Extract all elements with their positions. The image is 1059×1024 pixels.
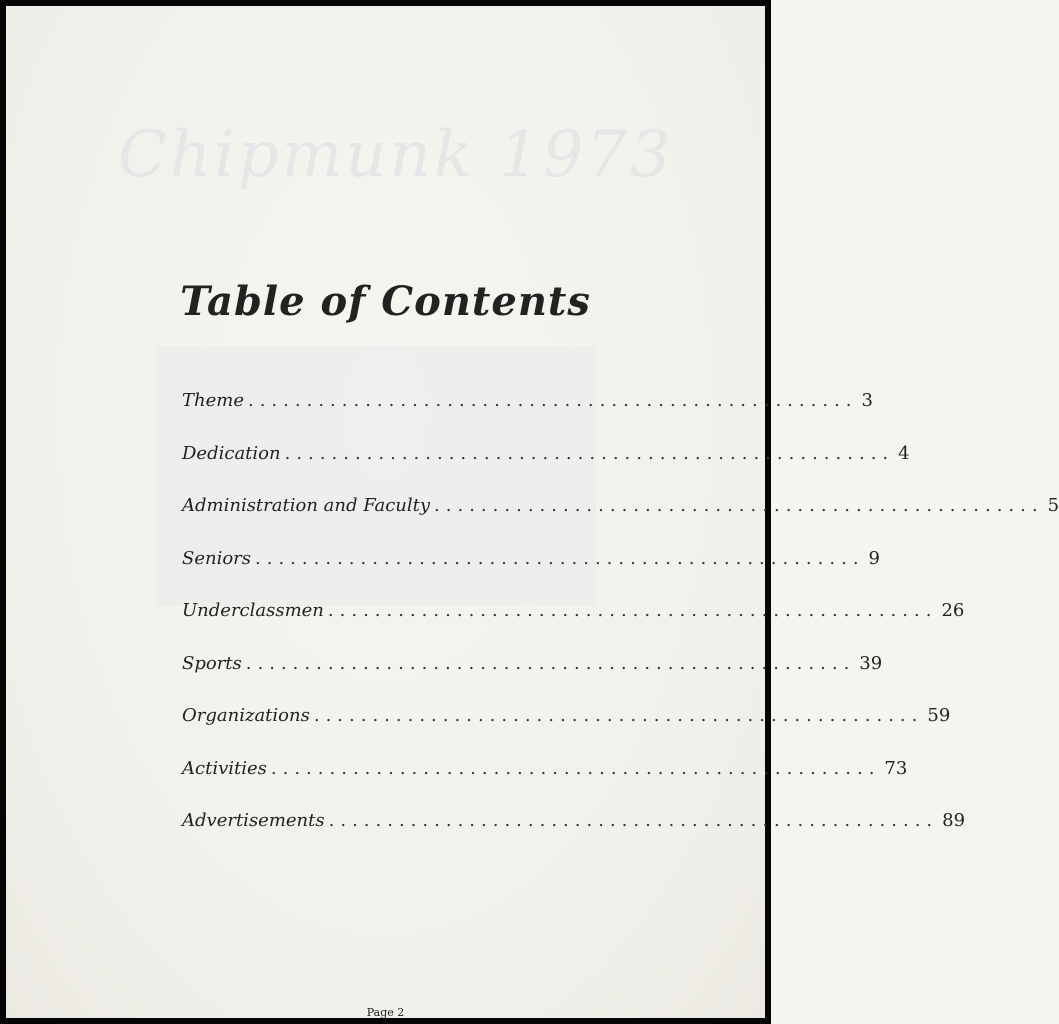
table-of-contents — [182, 390, 1059, 863]
page-number-footer: Page 2 — [366, 1006, 405, 1019]
toc-entry-label: Organizations — [182, 705, 310, 726]
toc-entry-label: Dedication — [182, 442, 281, 464]
toc-leader-dots: .................................................... — [313, 705, 924, 726]
toc-entry-label: Activities — [182, 757, 267, 779]
toc-entry-label: Advertisements — [182, 810, 325, 831]
toc-leader-dots: .................................................... — [328, 810, 939, 831]
toc-leader-dots: .................................................... — [255, 547, 865, 569]
toc-entry — [182, 495, 1059, 548]
toc-entry — [182, 442, 910, 496]
toc-entry — [182, 390, 873, 443]
toc-leader-dots: .................................................... — [434, 495, 1044, 516]
toc-leader-dots: .................................................... — [327, 600, 938, 621]
toc-leader-dots: .................................................... — [270, 757, 881, 779]
toc-entry-page: 3 — [861, 390, 873, 411]
toc-entry-page: 26 — [941, 600, 965, 621]
toc-entry — [182, 547, 880, 601]
page-title: Table of Contents — [180, 278, 591, 325]
toc-entry-label: Underclassmen — [182, 600, 324, 621]
toc-leader-dots: .................................................... — [245, 652, 856, 674]
toc-entry — [182, 600, 965, 653]
yearbook-page — [6, 6, 1059, 1019]
toc-entry-page: 9 — [868, 547, 880, 569]
toc-entry-page: 39 — [859, 652, 883, 674]
toc-entry — [182, 705, 951, 758]
toc-entry — [182, 652, 883, 706]
toc-entry-page: 5 — [1047, 495, 1059, 516]
toc-entry — [182, 757, 908, 811]
toc-entry-label: Theme — [182, 390, 244, 411]
toc-entry — [182, 810, 966, 863]
toc-entry-page: 89 — [942, 810, 966, 831]
toc-leader-dots: .................................................... — [284, 442, 895, 464]
toc-entry-label: Seniors — [182, 547, 252, 569]
toc-entry-page: 4 — [898, 442, 910, 464]
toc-leader-dots: .................................................... — [247, 390, 858, 411]
toc-entry-label: Administration and Faculty — [182, 495, 431, 516]
toc-entry-page: 59 — [927, 705, 951, 726]
bleed-through-text: Chipmunk 1973 — [118, 118, 674, 192]
toc-entry-page: 73 — [884, 757, 908, 779]
toc-entry-label: Sports — [182, 652, 242, 674]
